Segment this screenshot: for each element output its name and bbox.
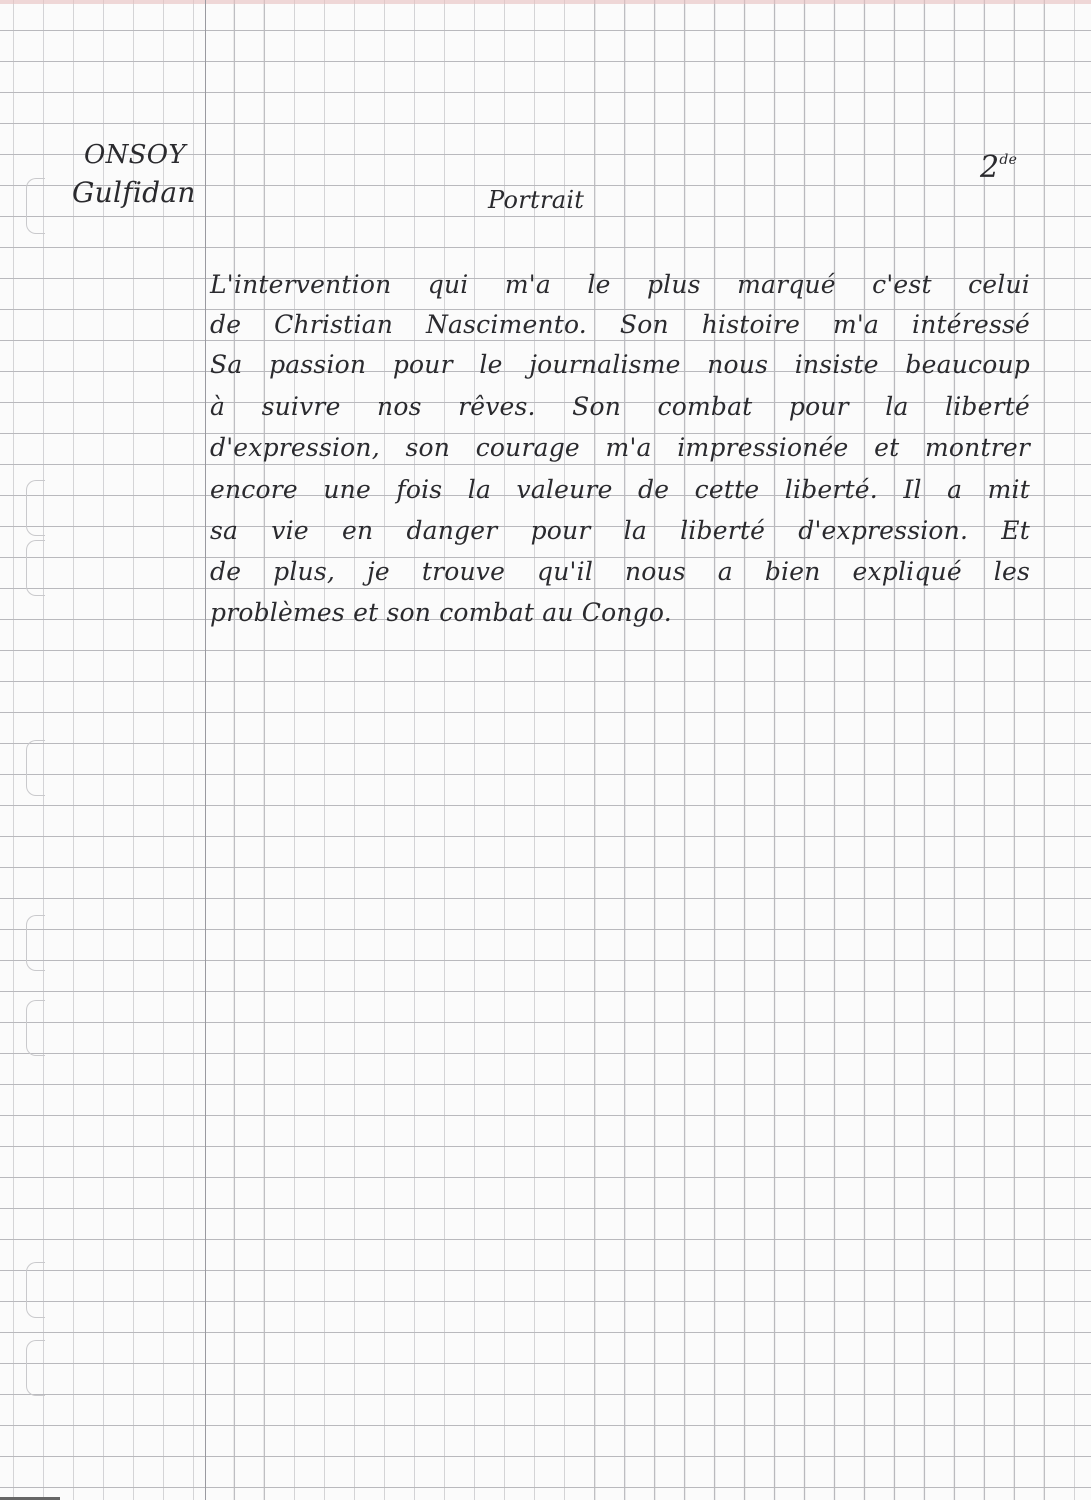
class-grade xyxy=(980,150,1017,185)
class-grade-number: 2 xyxy=(980,150,1000,185)
binder-hole-mark xyxy=(26,1000,45,1056)
binder-hole-mark xyxy=(26,1340,45,1396)
body-line: L'intervention qui m'a le plus marqué c'est celui xyxy=(210,270,1030,299)
student-first-name: Gulfidan xyxy=(72,176,196,209)
binder-hole-mark xyxy=(26,480,45,536)
binder-hole-mark xyxy=(26,740,45,796)
body-line: Sa passion pour le journalisme nous insiste beaucoup xyxy=(210,350,1030,379)
binder-hole-mark xyxy=(26,1262,45,1318)
margin-line xyxy=(205,0,206,1500)
body-line: problèmes et son combat au Congo. xyxy=(210,598,672,627)
body-line: de Christian Nascimento. Son histoire m'a intéressé xyxy=(210,310,1030,339)
body-line: encore une fois la valeure de cette liberté. Il a mit xyxy=(210,475,1030,504)
top-edge-rule xyxy=(0,0,1091,4)
binder-hole-mark xyxy=(26,540,45,596)
body-line: sa vie en danger pour la liberté d'expression. Et xyxy=(210,516,1030,545)
class-grade-suffix: de xyxy=(999,152,1018,168)
body-line: de plus, je trouve qu'il nous a bien expliqué les xyxy=(210,557,1030,586)
student-last-name: ONSOY xyxy=(84,140,186,170)
body-line: d'expression, son courage m'a impressionée et montrer xyxy=(210,433,1030,462)
binder-hole-mark xyxy=(26,178,45,234)
document-title: Portrait xyxy=(488,186,585,214)
body-line: à suivre nos rêves. Son combat pour la liberté xyxy=(210,392,1030,421)
binder-hole-mark xyxy=(26,915,45,971)
